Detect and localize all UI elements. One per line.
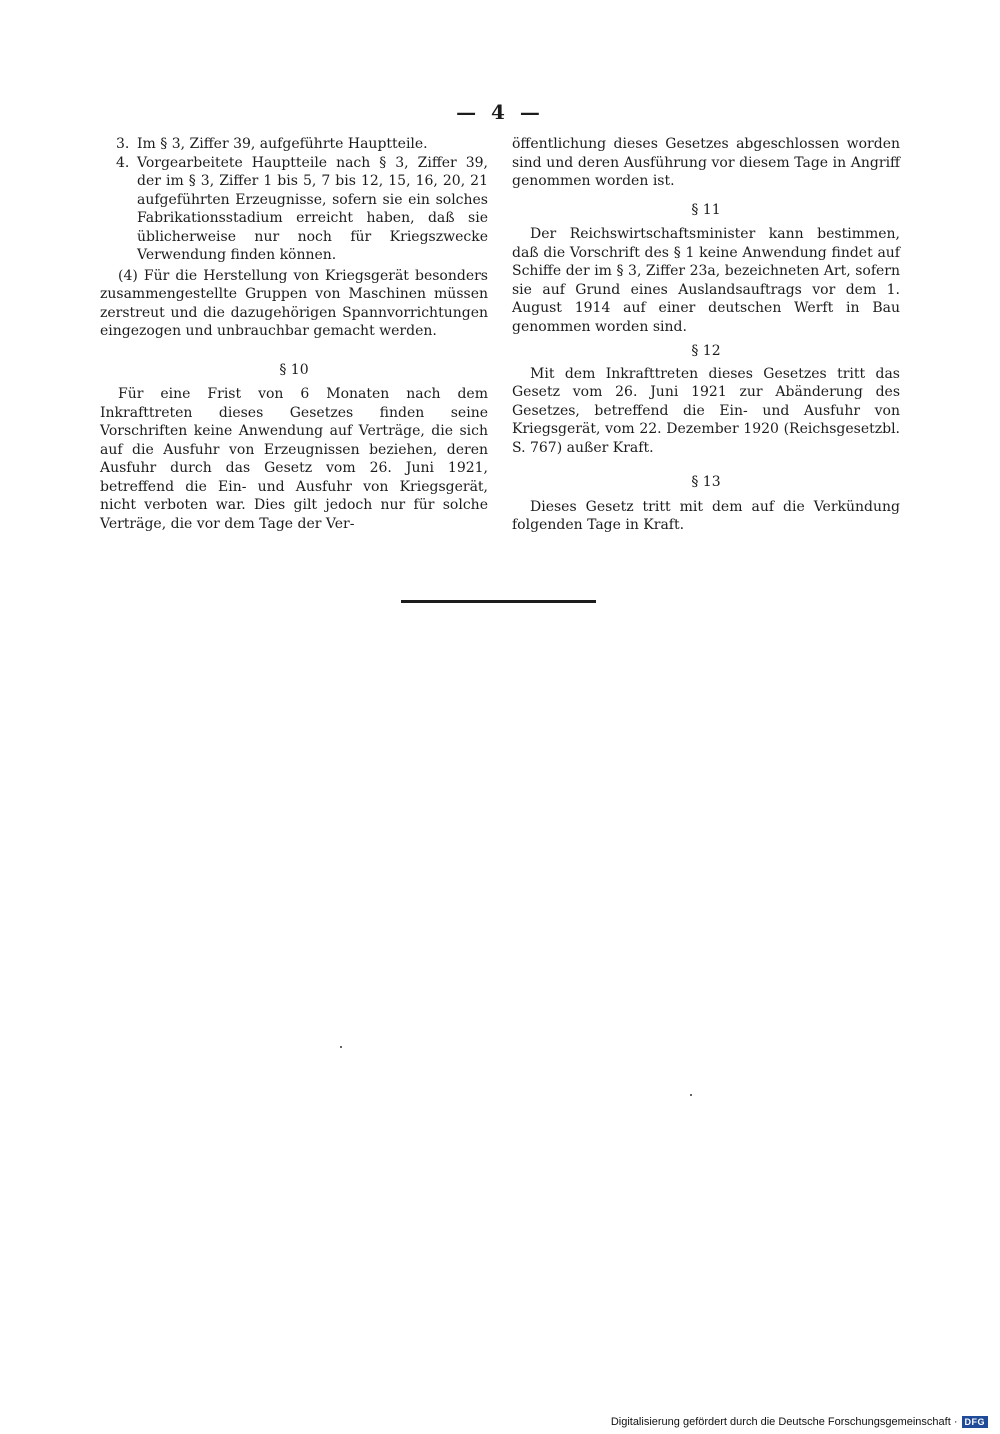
list-item-number: 3. bbox=[116, 136, 130, 152]
digitization-credit bbox=[611, 1416, 988, 1428]
page-number: — 4 — bbox=[456, 100, 544, 124]
list-item bbox=[100, 154, 488, 265]
list-item bbox=[100, 135, 488, 154]
section-10-heading: § 10 bbox=[279, 361, 309, 378]
section-12-heading: § 12 bbox=[691, 343, 721, 359]
section-11-text: Der Reichswirtschaftsminister kann bestimmen, daß die Vorschrift des § 1 keine Anwendung findet auf Schiffe der im § 3, Ziffer 23a, bezeichneten Art, sofern sie auf Grund eines Auslandsauftrags vor dem 1. August 1914 auf einer deutschen Werft in Bau genommen worden sind. bbox=[512, 226, 900, 335]
right-column bbox=[512, 135, 900, 535]
paragraph-4: (4) Für die Herstellung von Kriegsgerät besonders zusammengestellte Gruppen von Maschinen müssen zerstreut und die dazugehörigen Spannvorrichtungen eingezogen und unbrauchbar gemacht werden. bbox=[100, 267, 488, 339]
credit-text: Digitalisierung gefördert durch die Deutsche Forschungsgemeinschaft · bbox=[610, 1416, 958, 1428]
continuation-text: öffentlichung dieses Gesetzes abgeschlossen worden sind und deren Ausführung vor diesem Tage in Angriff genommen worden ist. bbox=[512, 136, 900, 189]
section-11-heading: § 11 bbox=[691, 201, 721, 218]
list-item-number: 4. bbox=[116, 154, 130, 171]
dfg-logo-icon: DFG bbox=[962, 1416, 989, 1428]
scan-speck bbox=[340, 1046, 342, 1048]
scan-speck bbox=[690, 1094, 692, 1096]
list-item-text: Vorgearbeitete Hauptteile nach § 3, Ziffer 39, der im § 3, Ziffer 1 bis 5, 7 bis 12, 15, 16, 20, 21 aufgeführten Erzeugnisse, sofern sie ein solches Fabrikationsstadium erreicht haben, daß sie üblicherweise nur noch für Kriegszwecke Verwendung finden können. bbox=[137, 154, 488, 263]
section-13-heading: § 13 bbox=[691, 474, 721, 490]
section-12-text: Mit dem Inkrafttreten dieses Gesetzes tritt das Gesetz vom 26. Juni 1921 zur Abänderung des Gesetzes, betreffend die Ein- und Ausfuhr von Kriegsgerät, vom 22. Dezember 1920 (Reichsgesetzbl. S. 767) außer Kraft. bbox=[512, 365, 900, 456]
section-13-text: Dieses Gesetz tritt mit dem auf die Verkündung folgenden Tage in Kraft. bbox=[512, 498, 900, 533]
section-10-text: Für eine Frist von 6 Monaten nach dem Inkrafttreten dieses Gesetzes finden seine Vorschriften keine Anwendung auf Verträge, die sich auf die Ausfuhr von Erzeugnissen beziehen, deren Ausfuhr durch das Gesetz vom 26. Juni 1921, betreffend die Ein- und Ausfuhr von Kriegsgerät, nicht verboten war. Dies gilt jedoch nur für solche Verträge, die vor dem Tage der Ver- bbox=[100, 386, 488, 532]
list-item-text: Im § 3, Ziffer 39, aufgeführte Hauptteile. bbox=[137, 136, 428, 152]
left-column bbox=[100, 135, 488, 533]
closing-rule bbox=[401, 600, 596, 603]
